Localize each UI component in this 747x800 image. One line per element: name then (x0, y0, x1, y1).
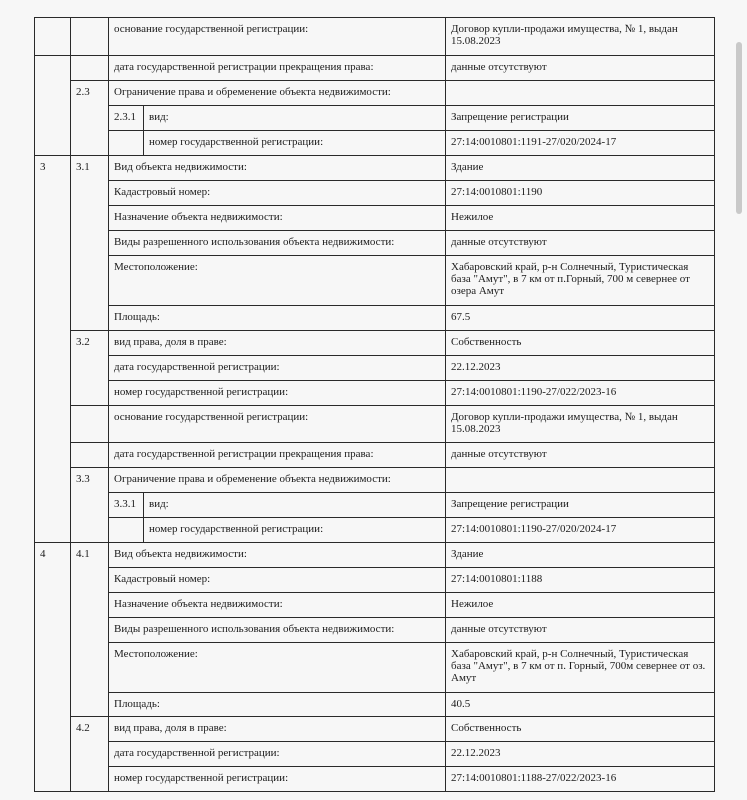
field-label-cell: Ограничение права и обременение объекта недвижимости: (108, 80, 446, 106)
section-number-cell: 3.3 (70, 467, 109, 543)
field-value-cell: 22.12.2023 (445, 355, 715, 381)
field-label-cell: Местоположение: (108, 255, 446, 306)
field-value-cell: 27:14:0010801:1188 (445, 567, 715, 593)
section-number-cell (70, 17, 109, 56)
subsection-number-cell: 3.3.1 (108, 492, 144, 518)
subsection-number-cell (108, 130, 144, 156)
field-value-cell: 27:14:0010801:1190 (445, 180, 715, 206)
field-label-cell: Площадь: (108, 305, 446, 331)
field-label-cell: Местоположение: (108, 642, 446, 693)
field-label-cell: номер государственной регистрации: (108, 380, 446, 406)
field-value-cell: Запрещение регистрации (445, 105, 715, 131)
field-value-cell: данные отсутствуют (445, 617, 715, 643)
field-value-cell: 27:14:0010801:1190-27/022/2023-16 (445, 380, 715, 406)
object-number-cell (34, 17, 71, 56)
section-number-cell: 4.2 (70, 716, 109, 792)
field-value-cell: Нежилое (445, 592, 715, 618)
field-label-cell: Кадастровый номер: (108, 180, 446, 206)
field-value-cell (445, 80, 715, 106)
field-label-cell: вид: (143, 492, 446, 518)
section-number-cell (70, 442, 109, 468)
field-value-cell: Здание (445, 542, 715, 568)
field-label-cell: дата государственной регистрации: (108, 741, 446, 767)
field-value-cell: Запрещение регистрации (445, 492, 715, 518)
field-value-cell: данные отсутствуют (445, 230, 715, 256)
field-value-cell: 27:14:0010801:1190-27/020/2024-17 (445, 517, 715, 543)
field-label-cell: Кадастровый номер: (108, 567, 446, 593)
field-value-cell: Нежилое (445, 205, 715, 231)
field-label-cell: Вид объекта недвижимости: (108, 155, 446, 181)
scrollbar[interactable] (736, 42, 742, 214)
section-number-cell: 4.1 (70, 542, 109, 717)
section-number-cell: 3.1 (70, 155, 109, 331)
field-label-cell: вид права, доля в праве: (108, 716, 446, 742)
field-label-cell: Вид объекта недвижимости: (108, 542, 446, 568)
subsection-number-cell: 2.3.1 (108, 105, 144, 131)
object-number-cell: 4 (34, 542, 71, 792)
field-label-cell: дата государственной регистрации прекращения права: (108, 442, 446, 468)
field-value-cell: 67.5 (445, 305, 715, 331)
field-value-cell: данные отсутствуют (445, 442, 715, 468)
field-value-cell: Хабаровский край, р-н Солнечный, Туристическая база "Амут", в 7 км от п. Горный, 700м севернее от оз. Амут (445, 642, 715, 693)
object-number-cell (34, 55, 71, 156)
section-number-cell: 2.3 (70, 80, 109, 156)
field-value-cell: данные отсутствуют (445, 55, 715, 81)
field-value-cell: 40.5 (445, 692, 715, 717)
field-label-cell: номер государственной регистрации: (143, 130, 446, 156)
field-label-cell: основание государственной регистрации: (108, 405, 446, 443)
field-value-cell (445, 467, 715, 493)
field-value-cell: Договор купли-продажи имущества, № 1, выдан 15.08.2023 (445, 405, 715, 443)
field-value-cell: Собственность (445, 716, 715, 742)
field-value-cell: Здание (445, 155, 715, 181)
field-value-cell: Хабаровский край, р-н Солнечный, Туристическая база "Амут", в 7 км от п.Горный, 700 м севернее от озера Амут (445, 255, 715, 306)
field-label-cell: Площадь: (108, 692, 446, 717)
section-number-cell: 3.2 (70, 330, 109, 406)
field-label-cell: Назначение объекта недвижимости: (108, 592, 446, 618)
field-label-cell: номер государственной регистрации: (143, 517, 446, 543)
field-label-cell: Виды разрешенного использования объекта недвижимости: (108, 617, 446, 643)
section-number-cell (70, 55, 109, 81)
field-value-cell: 22.12.2023 (445, 741, 715, 767)
field-label-cell: вид права, доля в праве: (108, 330, 446, 356)
field-label-cell: дата государственной регистрации прекращения права: (108, 55, 446, 81)
field-value-cell: Собственность (445, 330, 715, 356)
subsection-number-cell (108, 517, 144, 543)
field-label-cell: основание государственной регистрации: (108, 17, 446, 56)
field-label-cell: вид: (143, 105, 446, 131)
field-value-cell: Договор купли-продажи имущества, № 1, выдан 15.08.2023 (445, 17, 715, 56)
field-label-cell: номер государственной регистрации: (108, 766, 446, 792)
object-number-cell: 3 (34, 155, 71, 543)
field-label-cell: Виды разрешенного использования объекта недвижимости: (108, 230, 446, 256)
field-value-cell: 27:14:0010801:1188-27/022/2023-16 (445, 766, 715, 792)
field-label-cell: дата государственной регистрации: (108, 355, 446, 381)
field-value-cell: 27:14:0010801:1191-27/020/2024-17 (445, 130, 715, 156)
field-label-cell: Назначение объекта недвижимости: (108, 205, 446, 231)
section-number-cell (70, 405, 109, 443)
field-label-cell: Ограничение права и обременение объекта недвижимости: (108, 467, 446, 493)
